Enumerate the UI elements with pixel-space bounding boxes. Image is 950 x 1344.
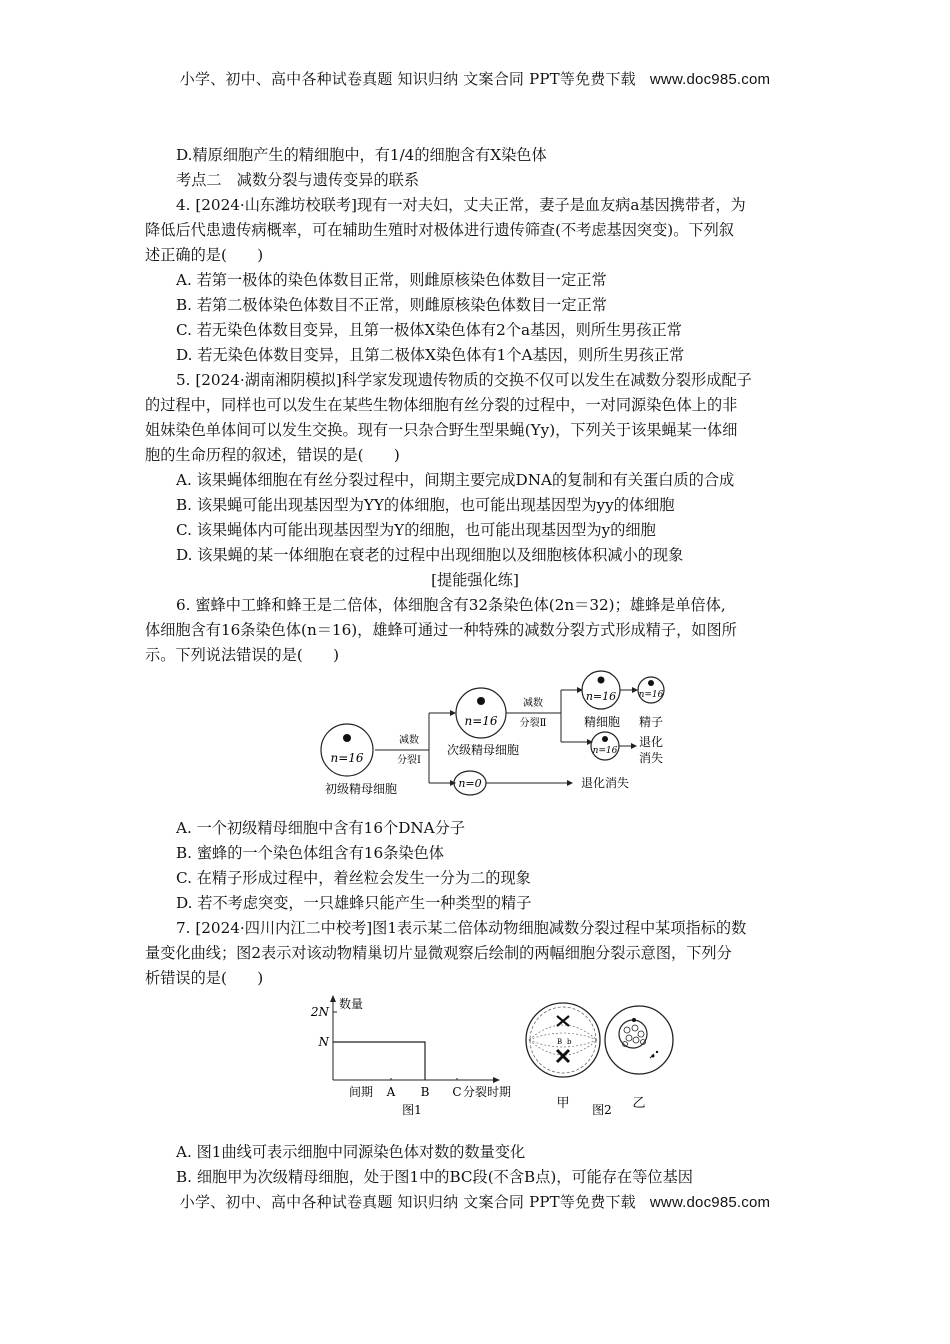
nucleus-dot — [598, 677, 605, 684]
figure2-caption: 图2 — [592, 1103, 612, 1117]
cell-jia — [526, 1003, 600, 1111]
sperm-n: n=16 — [638, 690, 664, 700]
cell-yi-label: 乙 — [632, 1096, 646, 1111]
section-title: 考点二 减数分裂与遗传变异的联系 — [176, 171, 419, 189]
page-footer — [0, 1191, 950, 1212]
header-site[interactable]: www.doc985.com — [649, 71, 771, 88]
figure1-chart — [310, 995, 511, 1117]
q4-line1: 4. [2024·山东潍坊校联考]现有一对夫妇，丈夫正常，妻子是血友病a基因携带者，为 — [176, 196, 746, 214]
nucleus-dot — [477, 697, 485, 705]
label-primary: 初级精母细胞 — [324, 782, 398, 796]
label-secondary: 次级精母细胞 — [446, 743, 520, 757]
q4-option-b: B. 若第二极体染色体数目不正常，则雌原核染色体数目一定正常 — [176, 296, 607, 314]
x-axis-label: 分裂时期 — [463, 1085, 512, 1099]
degenerate-cell-n: n=0 — [458, 777, 482, 790]
label-degenerate: 退化消失 — [580, 776, 630, 790]
drone-meiosis-diagram — [305, 668, 685, 808]
q7-line2: 量变化曲线；图2表示对该动物精巢切片显微观察后绘制的两幅细胞分裂示意图，下列分 — [145, 944, 732, 962]
y-tick-2n: 2N — [310, 1005, 329, 1019]
q5-option-d: D. 该果蝇的某一体细胞在衰老的过程中出现细胞以及细胞核体积减小的现象 — [176, 546, 684, 564]
spermatid-n: n=16 — [585, 690, 617, 703]
q7-line1: 7. [2024·四川内江二中校考]图1表示某二倍体动物细胞减数分裂过程中某项指标的数 — [176, 919, 747, 937]
q5-line3: 姐妹染色单体间可以发生交换。现有一只杂合野生型果蝇(Yy)，下列关于该果蝇某一体细 — [145, 421, 738, 439]
q5-option-a: A. 该果蝇体细胞在有丝分裂过程中，间期主要完成DNA的复制和有关蛋白质的合成 — [176, 471, 735, 489]
page-header — [0, 68, 950, 89]
q4-line2: 降低后代患遗传病概率，可在辅助生殖时对极体进行遗传筛查(不考虑基因突变)。下列叙 — [145, 221, 734, 239]
arrow1-label1: 减数 — [399, 735, 419, 746]
q5-line1: 5. [2024·湖南湘阴模拟]科学家发现遗传物质的交换不仅可以发生在减数分裂形成配子 — [176, 371, 752, 389]
nucleus-dot — [602, 736, 608, 742]
x-tick-c: C — [452, 1085, 462, 1099]
q7-option-a: A. 图1曲线可表示细胞中同源染色体对数的数量变化 — [176, 1143, 526, 1161]
footer-text: 小学、初中、高中各种试卷真题 知识归纳 文案合同 PPT等免费下载 — [179, 1193, 636, 1211]
secondary-cell-n: n=16 — [464, 714, 498, 728]
q6-option-c: C. 在精子形成过程中，着丝粒会发生一分为二的现象 — [176, 869, 531, 887]
label-spermatid: 精细胞 — [583, 715, 621, 729]
small-cell-n: n=16 — [592, 746, 618, 756]
q4-line3: 述正确的是( ) — [145, 246, 264, 264]
header-text: 小学、初中、高中各种试卷真题 知识归纳 文案合同 PPT等免费下载 — [179, 70, 636, 88]
q7-figures — [305, 992, 675, 1122]
q7-line3: 析错误的是( ) — [145, 969, 264, 987]
q4-option-d: D. 若无染色体数目变异，且第二极体X染色体有1个A基因，则所生男孩正常 — [176, 346, 685, 364]
q6-line2: 体细胞含有16条染色体(n＝16)，雄蜂可通过一种特殊的减数分裂方式形成精子，如图所 — [145, 621, 737, 639]
svg-text:b: b — [567, 1038, 572, 1046]
q4-option-a: A. 若第一极体的染色体数目正常，则雌原核染色体数目一定正常 — [176, 271, 607, 289]
arrow1-label2: 分裂Ⅰ — [397, 755, 421, 766]
curve — [333, 1042, 425, 1080]
x-tick-interphase: 间期 — [348, 1085, 374, 1099]
arrow2-label1: 减数 — [523, 698, 543, 709]
nucleus-dot — [343, 734, 351, 742]
nucleus-dot — [648, 680, 654, 686]
q6-option-a: A. 一个初级精母细胞中含有16个DNA分子 — [176, 819, 466, 837]
primary-cell-n: n=16 — [330, 751, 364, 765]
q6-line1: 6. 蜜蜂中工蜂和蜂王是二倍体，体细胞含有32条染色体(2n＝32)；雄蜂是单倍体, — [176, 596, 726, 614]
q5-option-c: C. 该果蝇体内可能出现基因型为Y的细胞，也可能出现基因型为y的细胞 — [176, 521, 656, 539]
figure1-caption: 图1 — [402, 1103, 422, 1117]
secondary-cell — [456, 688, 506, 738]
label-degenerate-l2: 消失 — [638, 751, 664, 765]
svg-text:B: B — [557, 1038, 563, 1046]
cell-yi — [605, 1006, 673, 1111]
q5-line4: 胞的生命历程的叙述，错误的是( ) — [145, 446, 400, 464]
footer-site[interactable]: www.doc985.com — [649, 1194, 771, 1211]
arrow2-label2: 分裂Ⅱ — [519, 718, 547, 729]
cell-jia-label: 甲 — [556, 1096, 570, 1111]
q6-option-d: D. 若不考虑突变，一只雄蜂只能产生一种类型的精子 — [176, 894, 532, 912]
q4-option-c: C. 若无染色体数目变异，且第一极体X染色体有2个a基因，则所生男孩正常 — [176, 321, 682, 339]
primary-cell — [321, 724, 373, 776]
x-tick-a: A — [386, 1085, 396, 1099]
q5-line2: 的过程中，同样也可以发生在某些生物体细胞有丝分裂的过程中，一对同源染色体上的非 — [145, 396, 738, 414]
label-sperm: 精子 — [638, 715, 664, 729]
q7-option-b: B. 细胞甲为次级精母细胞，处于图1中的BC段(不含B点)，可能存在等位基因 — [176, 1168, 693, 1186]
x-tick-b: B — [420, 1085, 430, 1099]
section-practice: [提能强化练] — [431, 571, 519, 589]
q5-option-b: B. 该果蝇可能出现基因型为YY的体细胞，也可能出现基因型为yy的体细胞 — [176, 496, 675, 514]
label-degenerate-l1: 退化 — [638, 735, 664, 749]
q6-option-b: B. 蜜蜂的一个染色体组含有16条染色体 — [176, 844, 444, 862]
y-axis-label: 数量 — [339, 997, 364, 1011]
prev-option-d: D.精原细胞产生的精细胞中，有1/4的细胞含有X染色体 — [176, 146, 547, 164]
q6-line3: 示。下列说法错误的是( ) — [145, 646, 340, 664]
y-tick-n: N — [318, 1035, 329, 1049]
